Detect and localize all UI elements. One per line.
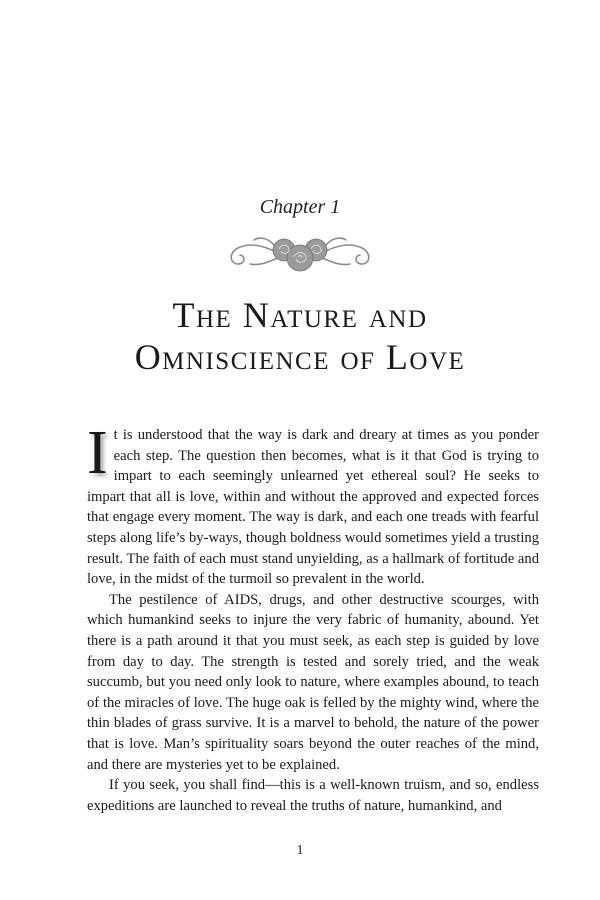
drop-cap: I [87,419,108,487]
paragraph-3: If you seek, you shall find—this is a well-known truism, and so, endless expeditions are launched to reveal the truths of nature, humankind, and [87,777,539,814]
body-text [87,419,539,816]
chapter-title-line-1: The Nature and [172,295,428,335]
page-number: 1 [296,843,304,858]
paragraph-2: The pestilence of AIDS, drugs, and other destructive scourges, with which humankind seeks to injure the very fabric of humanity, abound. Yet there is a path around it that you must seek, as each step is guided by love from day to day. The strength is tested and sorely tried, and the weak succumb, but you need only look to nature, where examples abound, to teach of the miracles of love. The huge oak is felled by the mighty wind, where the thin blades of grass survive. It is a marvel to behold, the nature of the power that is love. Man’s spirituality soars beyond the outer reaches of the mind, and there are mysteries yet to be explained. [87,591,539,773]
chapter-title-line-2: Omniscience of Love [134,337,466,377]
chapter-title [0,294,600,378]
paragraph-1 [87,419,539,590]
rose-flourish-ornament-icon [220,228,380,278]
chapter-label: Chapter 1 [259,196,341,218]
paragraph-1-text: t is understood that the way is dark and dreary at times as you ponder each step. The question then becomes, what is it that God is trying to impart to each seemingly unlearned yet ethereal soul? He seeks to impart that all is love, within and without the approved and expected forces that engage every moment. The way is dark, and each one treads with fearful steps along life’s by-ways, though boldness would sometimes yield a trusting result. The faith of each must stand unyielding, as a hallmark of fortitude and love, in the midst of the turmoil so prevalent in the world. [87,427,539,588]
